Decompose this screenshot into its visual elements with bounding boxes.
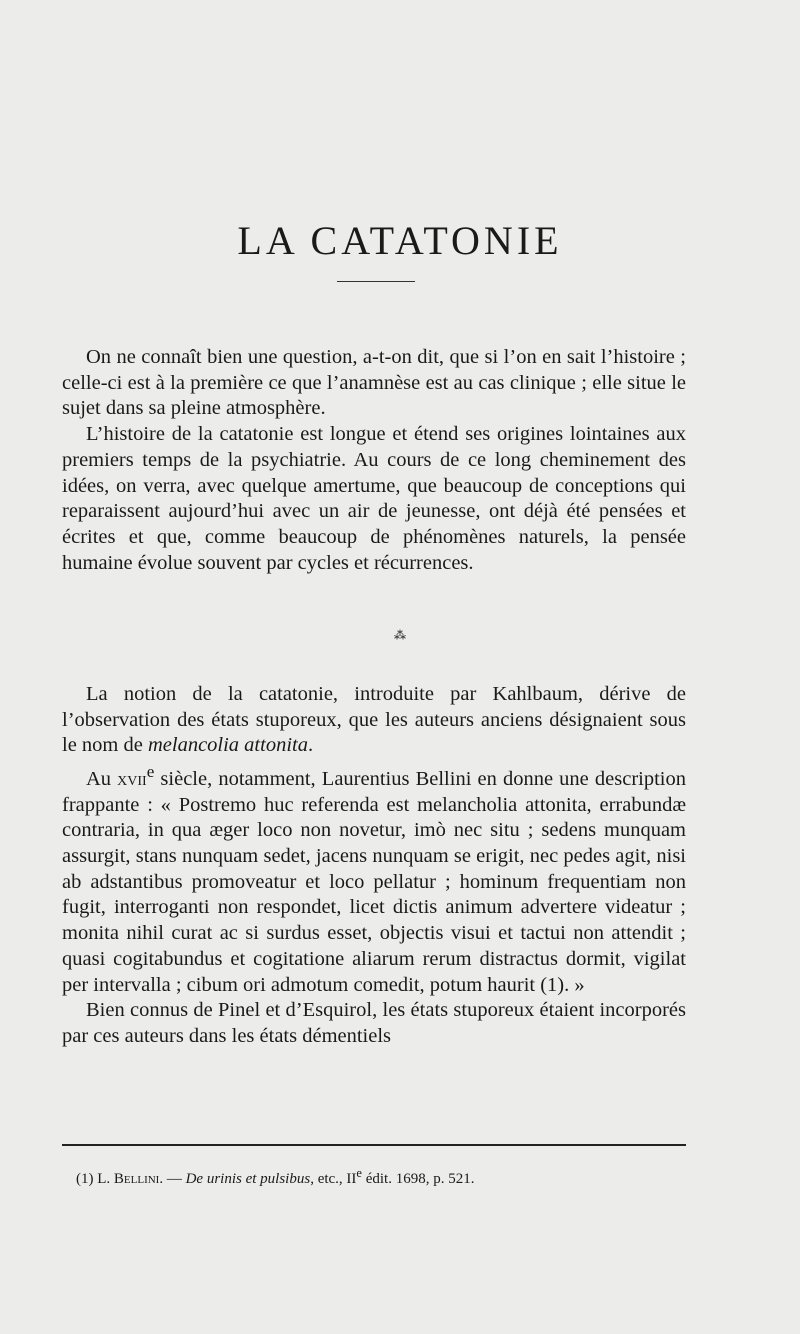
century-numeral: xvii [117, 767, 147, 790]
section-intro [62, 345, 686, 576]
paragraph-text: Au [86, 767, 118, 790]
superscript: e [356, 1166, 362, 1180]
footnote-text: . — [159, 1171, 186, 1187]
paragraph: L’histoire de la catatonie est longue et étend ses origines lointaines aux premiers temps de la psychiatrie. Au cours de ce long cheminement des idées, on verra, avec quelque amertume, que beaucoup de conceptions qui reparaissent aujourd’hui avec un air de jeunesse, ont déjà été pensées et écrites et que, comme beaucoup de phénomènes naturels, la pensée humaine évolue souvent par cycles et récurrences. [62, 423, 686, 574]
paragraph-text: . [307, 734, 314, 757]
title-rule [337, 281, 415, 282]
superscript: e [146, 762, 155, 782]
footnote-text: édit. 1698, p. 521. [361, 1171, 475, 1187]
footnote [62, 1166, 686, 1188]
section-history [62, 682, 686, 1050]
paragraph [62, 759, 686, 998]
footnote-text: , etc., II [310, 1171, 357, 1187]
footnote-marker: (1) L. [76, 1171, 114, 1187]
page-title: LA CATATONIE [237, 217, 563, 263]
footnote-rule [62, 1144, 686, 1146]
footnote-author: Bellini [113, 1171, 160, 1187]
section-separator-asterism: ⁂ [394, 628, 406, 642]
paragraph [62, 682, 686, 759]
italic-term: melancolia attonita [147, 734, 308, 757]
paragraph: Bien connus de Pinel et d’Esquirol, les états stuporeux étaient incorporés par ces auteurs dans les états démentiels [62, 999, 686, 1047]
paragraph: On ne connaît bien une question, a-t-on dit, que si l’on en sait l’histoire ; celle-ci est à la première ce que l’anamnèse est au cas clinique ; elle situe le sujet dans sa pleine atmosphère. [62, 346, 686, 420]
paragraph-text: siècle, notamment, Laurentius Bellini en donne une description frappante : « Postremo huc referenda est melancholia attonita, errabundæ contraria, in qua æger loco non novetur, imò nec situ ; sedens munquam assurgit, stans nunquam sedet, jacens nunquam se erigit, nec pedes agit, nisi ab adstantibus promoveatur et loco pellatur ; hominum frequentiam non fugit, interroganti non respondet, licet dictis animum advertere videatur ; monita nihil curat ac si surdus esset, objectis visui et tactui non attendit ; quasi cogitabundus et cogitatione aliarum rerum distractus dormit, vigilat per intervalla ; cibum ori admotum comedit, potum haurit (1). » [62, 767, 686, 996]
paragraph-text: La notion de la catatonie, introduite par Kahlbaum, dérive de l’observation des états stuporeux, que les auteurs anciens désignaient sous le nom de [62, 683, 686, 757]
footnote-work-title: De urinis et pulsibus [185, 1171, 311, 1187]
